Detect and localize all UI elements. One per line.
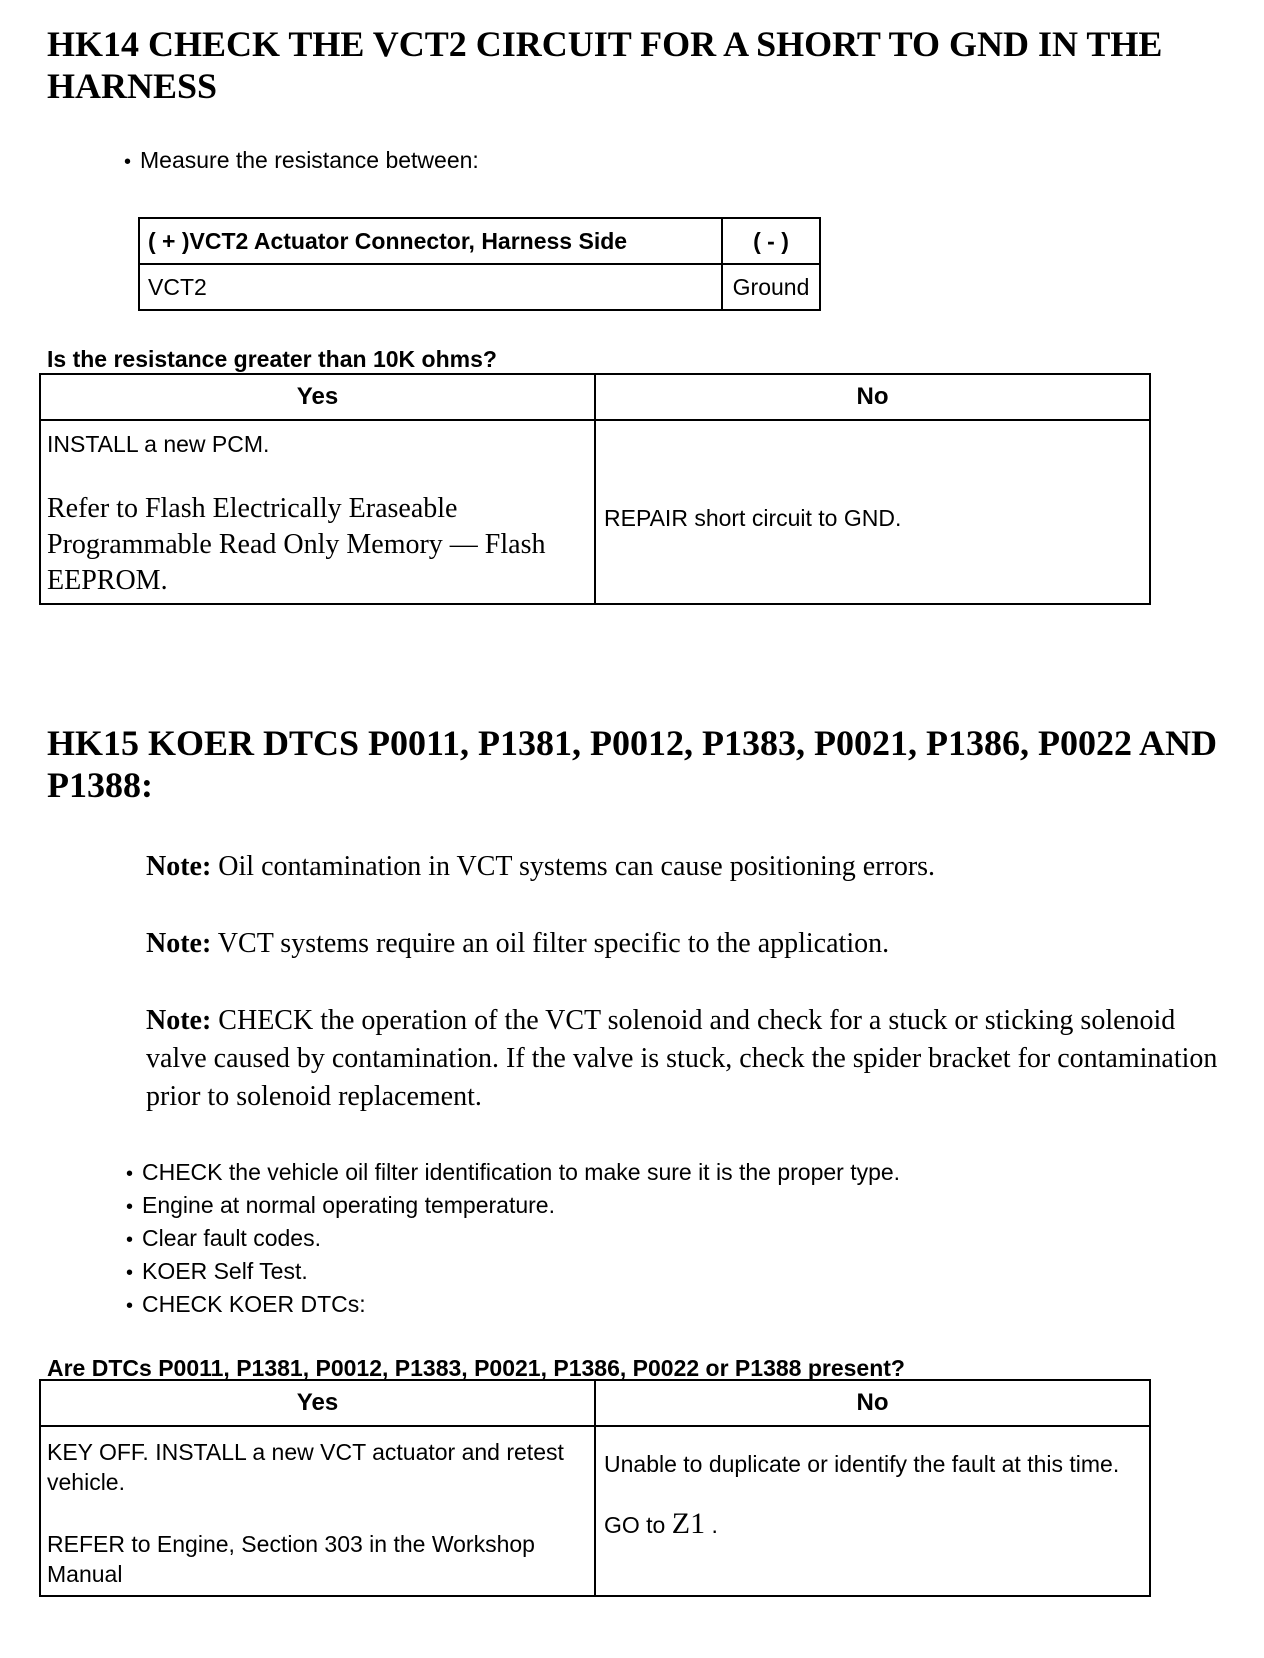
hk15-note-2 [146,925,1236,963]
go-to-prefix: GO to [604,1512,666,1538]
hk14-yes-cell [40,420,595,604]
hk14-yes-line2: Refer to Flash Electrically Eraseable Programmable Read Only Memory — Flash EEPROM. [47,493,546,596]
hk14-instruction [124,144,479,178]
hk15-yes-header: Yes [40,1380,595,1426]
hk15-bullet-3 [126,1222,321,1256]
hk14-no-cell [595,420,1150,604]
bullet-text: KOER Self Test. [142,1258,308,1284]
note-label: Note: [146,928,212,959]
hk15-no-line1: Unable to duplicate or identify the fault at this time. [604,1451,1120,1477]
measure-header-row [139,218,820,264]
measure-header-negative: ( - ) [722,218,820,264]
hk15-note-1 [146,848,1236,886]
hk14-instruction-text: Measure the resistance between: [140,147,479,173]
hk15-bullet-4 [126,1255,308,1289]
hk15-bullet-5 [126,1288,366,1322]
measure-table [138,217,821,311]
bullet-icon: • [126,1163,134,1185]
hk15-no-cell [595,1426,1150,1596]
hk15-no-header: No [595,1380,1150,1426]
bullet-text: Engine at normal operating temperature. [142,1192,555,1218]
hk15-answer-header-row [40,1380,1150,1426]
hk15-no-line2 [604,1509,1141,1540]
hk14-answer-header-row [40,374,1150,420]
hk14-yes-line1: INSTALL a new PCM. [47,431,270,457]
hk15-note-3 [146,1002,1236,1116]
hk15-question: Are DTCs P0011, P1381, P0012, P1383, P0021, P1386, P0022 or P1388 present? [47,1355,905,1381]
bullet-icon: • [126,1229,134,1251]
note-text: VCT systems require an oil filter specific to the application. [217,928,890,959]
go-to-suffix: . [711,1512,718,1538]
note-text: Oil contamination in VCT systems can cause positioning errors. [218,851,936,882]
bullet-text: CHECK KOER DTCs: [142,1291,366,1317]
hk15-answer-row [40,1426,1150,1596]
bullet-icon: • [126,1262,134,1284]
hk15-yes-line2: REFER to Engine, Section 303 in the Workshop Manual [47,1531,535,1587]
hk14-no-text: REPAIR short circuit to GND. [604,505,902,531]
note-text: CHECK the operation of the VCT solenoid and check for a stuck or sticking solenoid valve caused by contamination. If the valve is stuck, check the spider bracket for contamination prior to solenoid replacement. [146,1005,1218,1112]
hk14-answer-table [39,373,1151,605]
note-label: Note: [146,851,212,882]
hk14-answer-row [40,420,1150,604]
z1-link[interactable]: Z1 [671,1507,706,1540]
measure-header-positive: ( + )VCT2 Actuator Connector, Harness Side [139,218,722,264]
hk14-yes-header: Yes [40,374,595,420]
hk15-bullet-1 [126,1156,900,1190]
hk15-yes-cell [40,1426,595,1596]
measure-data-row [139,264,820,310]
hk14-question: Is the resistance greater than 10K ohms? [47,346,497,372]
measure-cell-positive: VCT2 [139,264,722,310]
hk15-heading: HK15 KOER DTCS P0011, P1381, P0012, P1383, P0021, P1386, P0022 AND P1388: [47,723,1217,805]
bullet-text: CHECK the vehicle oil filter identification to make sure it is the proper type. [142,1159,901,1185]
note-label: Note: [146,1005,212,1036]
bullet-icon: • [124,151,132,173]
bullet-icon: • [126,1196,134,1218]
hk14-no-header: No [595,374,1150,420]
measure-cell-negative: Ground [722,264,820,310]
hk15-yes-line1: KEY OFF. INSTALL a new VCT actuator and retest vehicle. [47,1439,564,1495]
bullet-text: Clear fault codes. [142,1225,321,1251]
hk15-answer-table [39,1379,1151,1597]
bullet-icon: • [126,1295,134,1317]
hk15-bullet-2 [126,1189,555,1223]
hk14-heading: HK14 CHECK THE VCT2 CIRCUIT FOR A SHORT TO GND IN THE HARNESS [47,24,1163,106]
